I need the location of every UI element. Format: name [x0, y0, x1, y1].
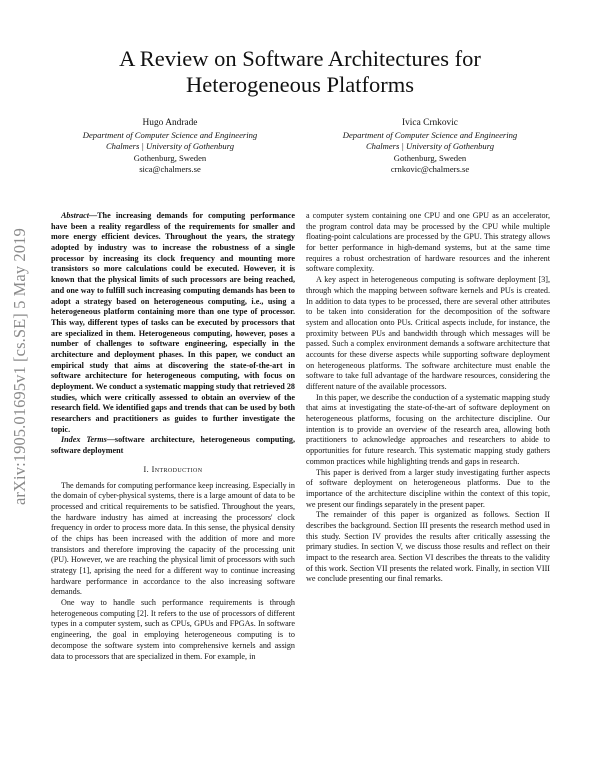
paper-title: [60, 46, 540, 98]
author-name: Hugo Andrade: [142, 118, 198, 128]
abstract-label: Abstract: [61, 211, 89, 220]
author-city: Gothenburg, Sweden: [133, 152, 207, 163]
body-paragraph: The remainder of this paper is organized as follows. Section II describes the background. Section III presents the research method used in this study. Section IV provides the results after critically assessing the primary studies. In section V, we discuss those results and reflect on their impact to the research area. Section VI describes the threats to the validity of this work. Section VII presents the related work. Finally, in section VIII we conclude presenting our final remarks.: [306, 510, 550, 584]
section-number: I.: [143, 464, 150, 474]
author-city: Gothenburg, Sweden: [393, 152, 467, 163]
abstract-text: —The increasing demands for computing performance have been a reality regardless of the requirements for smaller and more energy efficient devices. Throughout the years, the strategy adopted by industry was to increase the robustness of a single processor by increasing its clock frequency and mounting more transistors so more calculations could be executed. However, it is known that the physical limits of such processors are being reached, and one way to fulfill such increasing computing demands has been to adopt a strategy based on heterogeneous computing, i.e., using a heterogeneous platform containing more than one type of processor. This way, different types of tasks can be executed by processors that are specialized in them. Heterogeneous computing, however, poses a number of challenges to software engineering, especially in the architecture and deployment phases. In this paper, we conduct an empirical study that aims at discovering the state-of-the-art in software architecture for heterogeneous computing, with focus on deployment. We conduct a systematic mapping study that retrieved 28 studies, which were critically assessed to obtain an overview of the research field. We identified gaps and trends that can be used by both researchers and practitioners as guides to further investigate the topic.: [51, 211, 295, 434]
author-email: sica@chalmers.se: [139, 164, 201, 175]
body-paragraph: In this paper, we describe the conduction of a systematic mapping study that aims at investigating the state-of-the-art of software deployment on heterogeneous platforms, focusing on the architecture discipline. Our intention is to provide an overview of the research area, allowing both practitioners to acknowledge approaches and researchers to abide to opportunities for future research. This systematic mapping study gathers common practices while highlighting trends and gaps in research.: [306, 392, 550, 466]
author-institution: Chalmers | University of Gothenburg: [365, 141, 495, 152]
body-paragraph: A key aspect in heterogeneous computing is software deployment [3], through which the mapping between software kernels and PUs is created. In addition to data types to be processed, there are several other attributes to be taken into consideration for the decomposition of the software system and allocation onto PUs. Critical aspects include, for instance, the proximity between PUs and bandwidth through which messages will be passed. Such a complex environment demands a software architecture that accounts for these diverse aspects while supporting software deployment on heterogeneous platforms. The software architecture must enable the software to take full advantage of the hardware resources, considering the different nature of the available processors.: [306, 275, 550, 391]
author-institution: Chalmers | University of Gothenburg: [105, 141, 235, 152]
title-line-2: Heterogeneous Platforms: [185, 72, 415, 97]
index-terms-label: Index Terms: [61, 435, 107, 445]
right-column: [306, 211, 550, 585]
section-heading-introduction: [51, 465, 295, 476]
author-email: crnkovic@chalmers.se: [390, 164, 470, 175]
index-terms-text: —software architecture, heterogeneous computing, software deployment: [51, 435, 295, 456]
index-terms: [51, 435, 295, 456]
body-paragraph: The demands for computing performance keep increasing. Especially in the domain of cyber-physical systems, there is a large amount of data to be processed and critical requirements to be satisfied. Throughout the years, the hardware industry has aimed at increasing the processors' clock frequency in order to process more data. In this sense, the physical density of the chips has been increased with the addition of more and more transistors and therefore improving the capacity of the processing unit (PU). However, we are reaching the physical limit of processors with such strategy [1], aprising the need for a different way to continue increasing hardware performance in accordance to the also increasing software demands.: [51, 480, 295, 597]
author-department: Department of Computer Science and Engineering: [82, 129, 258, 140]
left-column: [51, 211, 295, 662]
body-paragraph: a computer system containing one CPU and one GPU as an accelerator, the program control data may be processed by the CPU while multiple floating-point calculations are processed by the GPU. This strategy allows for better performance in high-demand systems, but at the same time requires a robust orchestration of hardware resources and the inherent software complexity.: [306, 211, 550, 274]
abstract: [51, 211, 295, 435]
arxiv-sidebar-id: arXiv:1905.01695v1 [cs.SE] 5 May 2019: [10, 228, 29, 505]
title-line-1: A Review on Software Architectures for: [119, 46, 481, 71]
author-block-2: [315, 118, 545, 176]
body-paragraph: One way to handle such performance requirements is through heterogeneous computing [2]. It refers to the use of processors of different types in a computer system, such as CPUs, GPUs and FPGAs. In software engineering, the goal in employing heterogeneous computing is to decompose the software system into comprehensive kernels and assign data to processors that are specialized in them. For example, in: [51, 598, 295, 661]
author-department: Department of Computer Science and Engineering: [342, 129, 518, 140]
author-block-1: [55, 118, 285, 176]
body-paragraph: This paper is derived from a larger study investigating further aspects of software deployment on heterogeneous platforms. Due to the importance of the architecture discipline within the context of this topic, we present our findings separately in the present paper.: [306, 467, 550, 509]
section-title: Introduction: [151, 464, 203, 474]
author-name: Ivica Crnkovic: [402, 118, 458, 128]
